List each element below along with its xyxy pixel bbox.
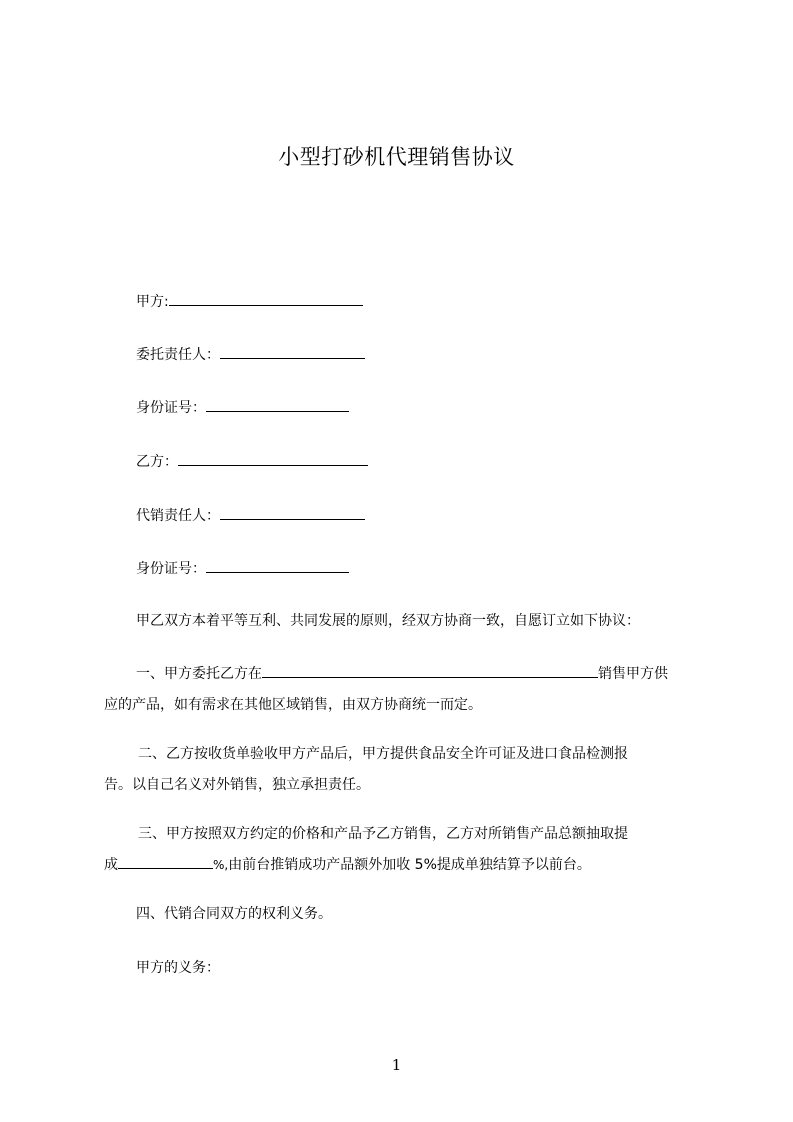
party-a-field [136, 291, 363, 312]
entrusted-person-field [136, 344, 365, 365]
party-b-label: 乙方： [136, 454, 178, 470]
party-a-blank [169, 291, 363, 306]
commission-rate-blank [118, 854, 213, 869]
party-a-label: 甲方: [136, 294, 169, 310]
clause-1-end: 销售甲方供 [598, 666, 668, 682]
party-b-field [136, 451, 368, 472]
entrusted-person-blank [220, 344, 365, 359]
id-number-label-1: 身份证号： [136, 400, 206, 416]
intro-paragraph: 甲乙双方本着平等互利、共同发展的原则，经双方协商一致，自愿订立如下协议： [136, 613, 640, 629]
clause-3 [104, 819, 704, 881]
clause-1-start: 一、甲方委托乙方在 [136, 666, 262, 682]
clause-3-line-2-end: 由前台推销成功产品额外加收 5%提成单独结算予以前台。 [228, 857, 591, 873]
id-number-label-2: 身份证号： [136, 561, 206, 577]
agent-person-field [136, 505, 365, 526]
agent-person-blank [220, 505, 365, 520]
id-number-blank-2 [206, 558, 349, 573]
clause-1-region-blank [262, 663, 598, 678]
clause-1 [104, 659, 704, 721]
clause-2-line-2: 告。以自己名义对外销售，独立承担责任。 [104, 777, 370, 793]
party-a-duties-heading: 甲方的义务： [136, 960, 220, 976]
clause-2-line-1: 二、乙方按收货单验收甲方产品后，甲方提供食品安全许可证及进口食品检测报 [138, 746, 628, 762]
clause-2 [104, 739, 704, 801]
id-number-field-1 [136, 397, 349, 418]
commission-percent-sign: %, [213, 858, 229, 872]
clause-3-line-2-start: 成 [104, 857, 118, 873]
document-title: 小型打砂机代理销售协议 [278, 145, 515, 169]
agent-person-label: 代销责任人： [136, 508, 220, 524]
entrusted-person-label: 委托责任人： [136, 347, 220, 363]
party-b-blank [178, 451, 368, 466]
id-number-blank-1 [206, 397, 349, 412]
clause-4: 四、代销合同双方的权利义务。 [136, 906, 332, 922]
page-number: 1 [391, 1056, 402, 1074]
clause-1-line-2: 应的产品，如有需求在其他区域销售，由双方协商统一而定。 [104, 697, 482, 713]
clause-3-line-1: 三、甲方按照双方约定的价格和产品予乙方销售，乙方对所销售产品总额抽取提 [138, 826, 628, 842]
id-number-field-2 [136, 558, 349, 579]
